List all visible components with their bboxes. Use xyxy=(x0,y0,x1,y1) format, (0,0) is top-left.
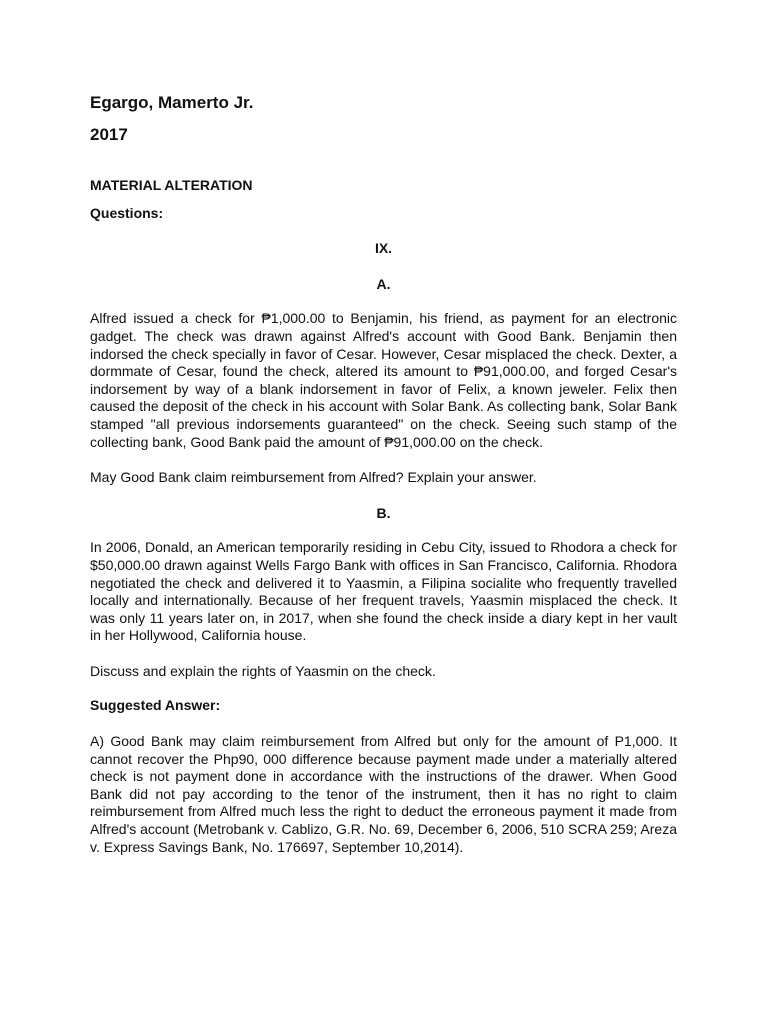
document-year: 2017 xyxy=(90,125,128,144)
questions-label: Questions: xyxy=(90,204,164,221)
section-title: MATERIAL ALTERATION xyxy=(90,177,253,193)
document-body xyxy=(90,92,677,856)
part-a-label: A. xyxy=(376,275,391,292)
question-number: IX. xyxy=(374,240,393,257)
author-name: Egargo, Mamerto Jr. xyxy=(90,93,254,112)
part-b-text: In 2006, Donald, an American temporarily residing in Cebu City, issued to Rhodora a check for $50,000.00 drawn against Wells Fargo Bank with offices in San Francisco, California. Rhodora negotiated the check and delivered it to Yaasmin, a Filipina socialite who frequently travelled locally and internationally. Because of her frequent travels, Yaasmin misplaced the check. It was only 11 years later on, in 2017, when she found the check inside a diary kept in her vault in her Hollywood, California house. xyxy=(90,539,677,644)
suggested-answer-text: A) Good Bank may claim reimbursement from Alfred but only for the amount of P1,000. It cannot recover the Php90, 000 difference because payment made under a materially altered check is not payment done in accordance with the instructions of the drawer. When Good Bank did not pay according to the tenor of the instrument, then it has no right to claim reimbursement from Alfred much less the right to deduct the erroneous payment it made from Alfred's account (Metrobank v. Cablizo, G.R. No. 69, December 6, 2006, 510 SCRA 259; Areza v. Express Savings Bank, No. 176697, September 10,2014). xyxy=(90,733,677,855)
suggested-answer-label: Suggested Answer: xyxy=(90,697,221,714)
part-a-question: May Good Bank claim reimbursement from Alfred? Explain your answer. xyxy=(90,469,537,486)
part-b-label: B. xyxy=(376,504,391,521)
part-b-question: Discuss and explain the rights of Yaasmin on the check. xyxy=(90,662,436,679)
part-a-text: Alfred issued a check for ₱1,000.00 to Benjamin, his friend, as payment for an electronic gadget. The check was drawn against Alfred's account with Good Bank. Benjamin then indorsed the check specially in favor of Cesar. However, Cesar misplaced the check. Dexter, a dormmate of Cesar, found the check, altered its amount to ₱91,000.00, and forged Cesar's indorsement by way of a blank indorsement in favor of Felix, a known jeweler. Felix then caused the deposit of the check in his account with Solar Bank. As collecting bank, Solar Bank stamped "all previous indorsements guaranteed" on the check. Seeing such stamp of the collecting bank, Good Bank paid the amount of ₱91,000.00 on the check. xyxy=(90,310,677,450)
